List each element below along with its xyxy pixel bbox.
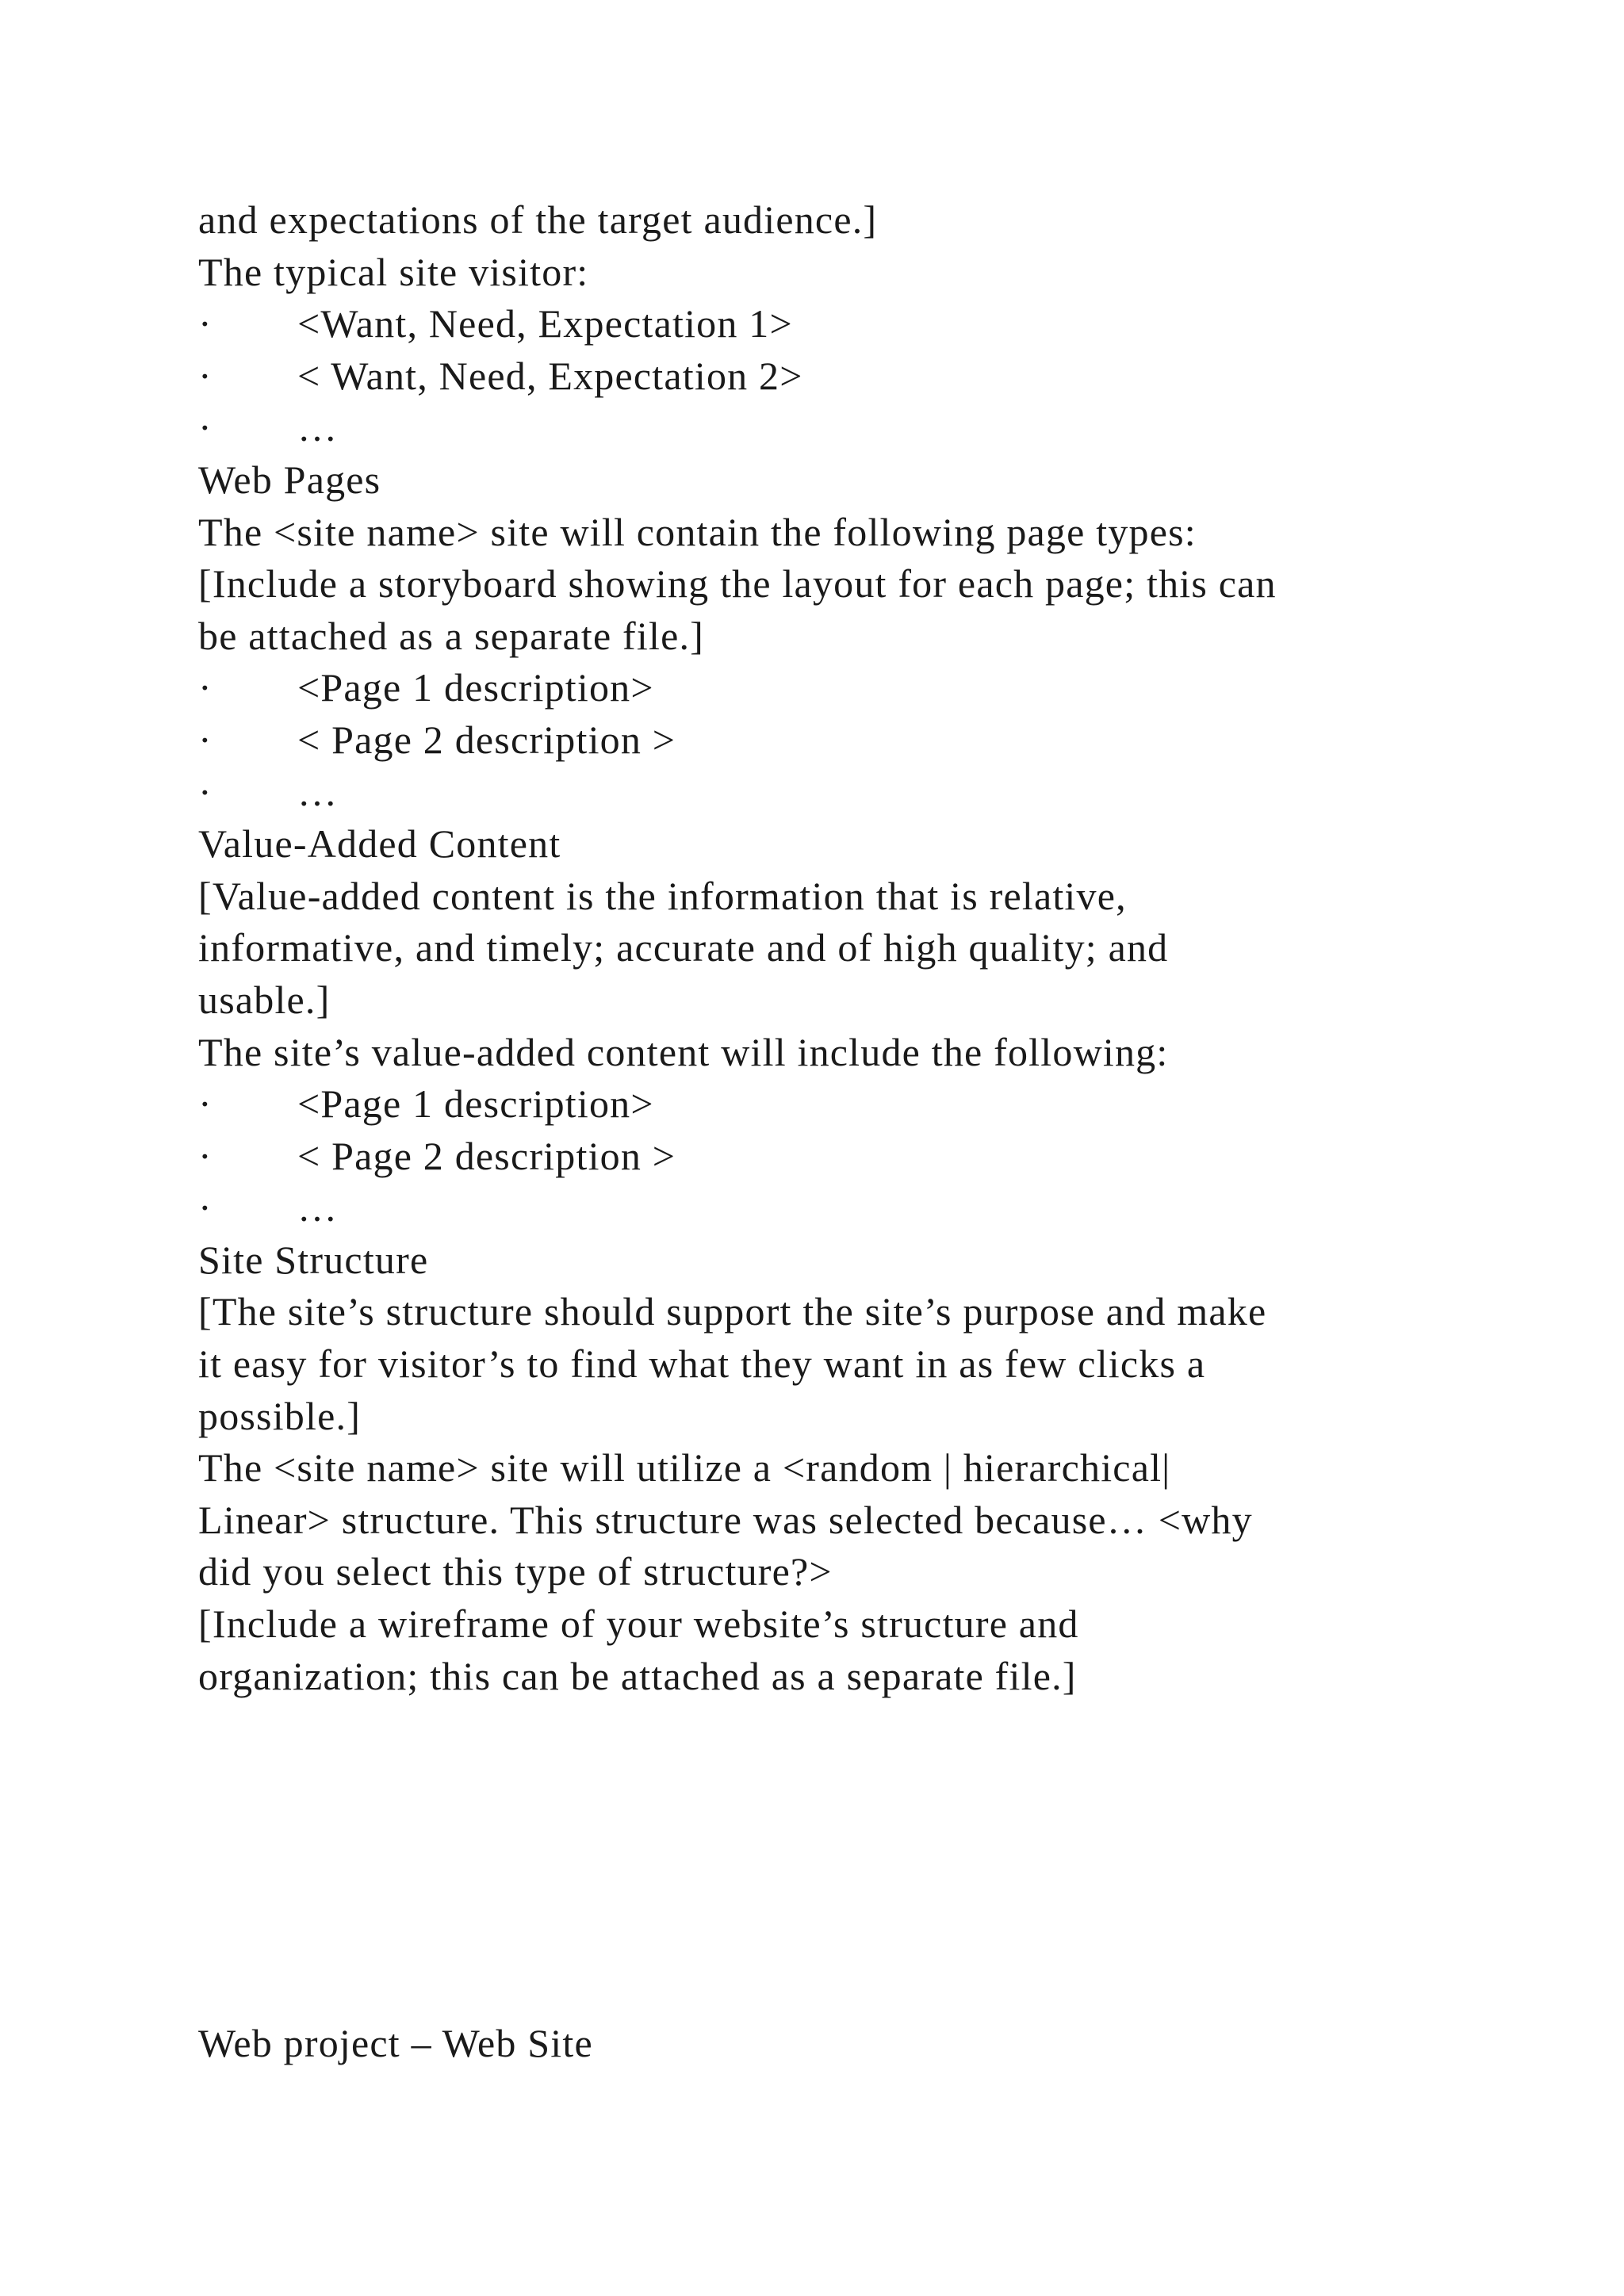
bullet-item [198,350,1546,403]
bullet-text: <Want, Need, Expectation 1> [297,301,793,346]
paragraph-line: be attached as a separate file.] [198,613,705,658]
bullet-text: <Page 1 description> [297,1081,654,1127]
paragraph-line: organization; this can be attached as a separate file.] [198,1653,1077,1698]
bullet-text: < Page 2 description > [297,1133,676,1178]
paragraph-line: [Value-added content is the information that is relative, [198,873,1127,918]
paragraph-line: did you select this type of structure?> [198,1549,833,1594]
document-body [198,194,1546,1702]
paragraph-line: it easy for visitor’s to find what they want in as few clicks a [198,1341,1206,1387]
paragraph-line: Linear> structure. This structure was selected because… <why [198,1497,1253,1542]
bullet-item [198,402,1546,454]
section-heading: Value-Added Content [198,821,561,867]
paragraph-line: possible.] [198,1393,362,1438]
bullet-mark: · [198,1133,213,1178]
bullet-item [198,767,1546,819]
bullet-item [198,298,1546,350]
paragraph-line: usable.] [198,977,331,1022]
section-heading: Site Structure [198,1237,429,1282]
bullet-mark: · [198,301,213,346]
paragraph-line: [The site’s structure should support the site’s purpose and make [198,1289,1267,1334]
bullet-text: … [297,405,339,450]
section-heading: Web Pages [198,457,381,502]
bullet-mark: · [198,769,213,814]
bullet-mark: · [198,1081,213,1127]
bullet-mark: · [198,405,213,450]
bullet-text: < Want, Need, Expectation 2> [297,353,803,398]
paragraph-line: [Include a storyboard showing the layout for each page; this can [198,561,1277,607]
paragraph-line: The <site name> site will utilize a <random | hierarchical| [198,1445,1171,1490]
bullet-item [198,1131,1546,1183]
bullet-item [198,662,1546,714]
bullet-text: < Page 2 description > [297,717,676,762]
bullet-text: … [297,769,339,814]
paragraph-line: informative, and timely; accurate and of high quality; and [198,925,1169,970]
paragraph-line: The site’s value-added content will include the following: [198,1029,1169,1074]
bullet-text: … [297,1185,339,1230]
paragraph-line: The <site name> site will contain the following page types: [198,509,1197,554]
bullet-item [198,1078,1546,1131]
bullet-item [198,1182,1546,1234]
page-footer: Web project – Web Site [198,2021,593,2065]
paragraph-line: [Include a wireframe of your website’s structure and [198,1601,1079,1647]
bullet-mark: · [198,353,213,398]
bullet-text: <Page 1 description> [297,665,654,710]
bullet-mark: · [198,717,213,762]
bullet-mark: · [198,1185,213,1230]
paragraph-line: and expectations of the target audience.] [198,197,878,242]
bullet-item [198,714,1546,767]
bullet-mark: · [198,665,213,710]
paragraph-line: The typical site visitor: [198,249,589,294]
